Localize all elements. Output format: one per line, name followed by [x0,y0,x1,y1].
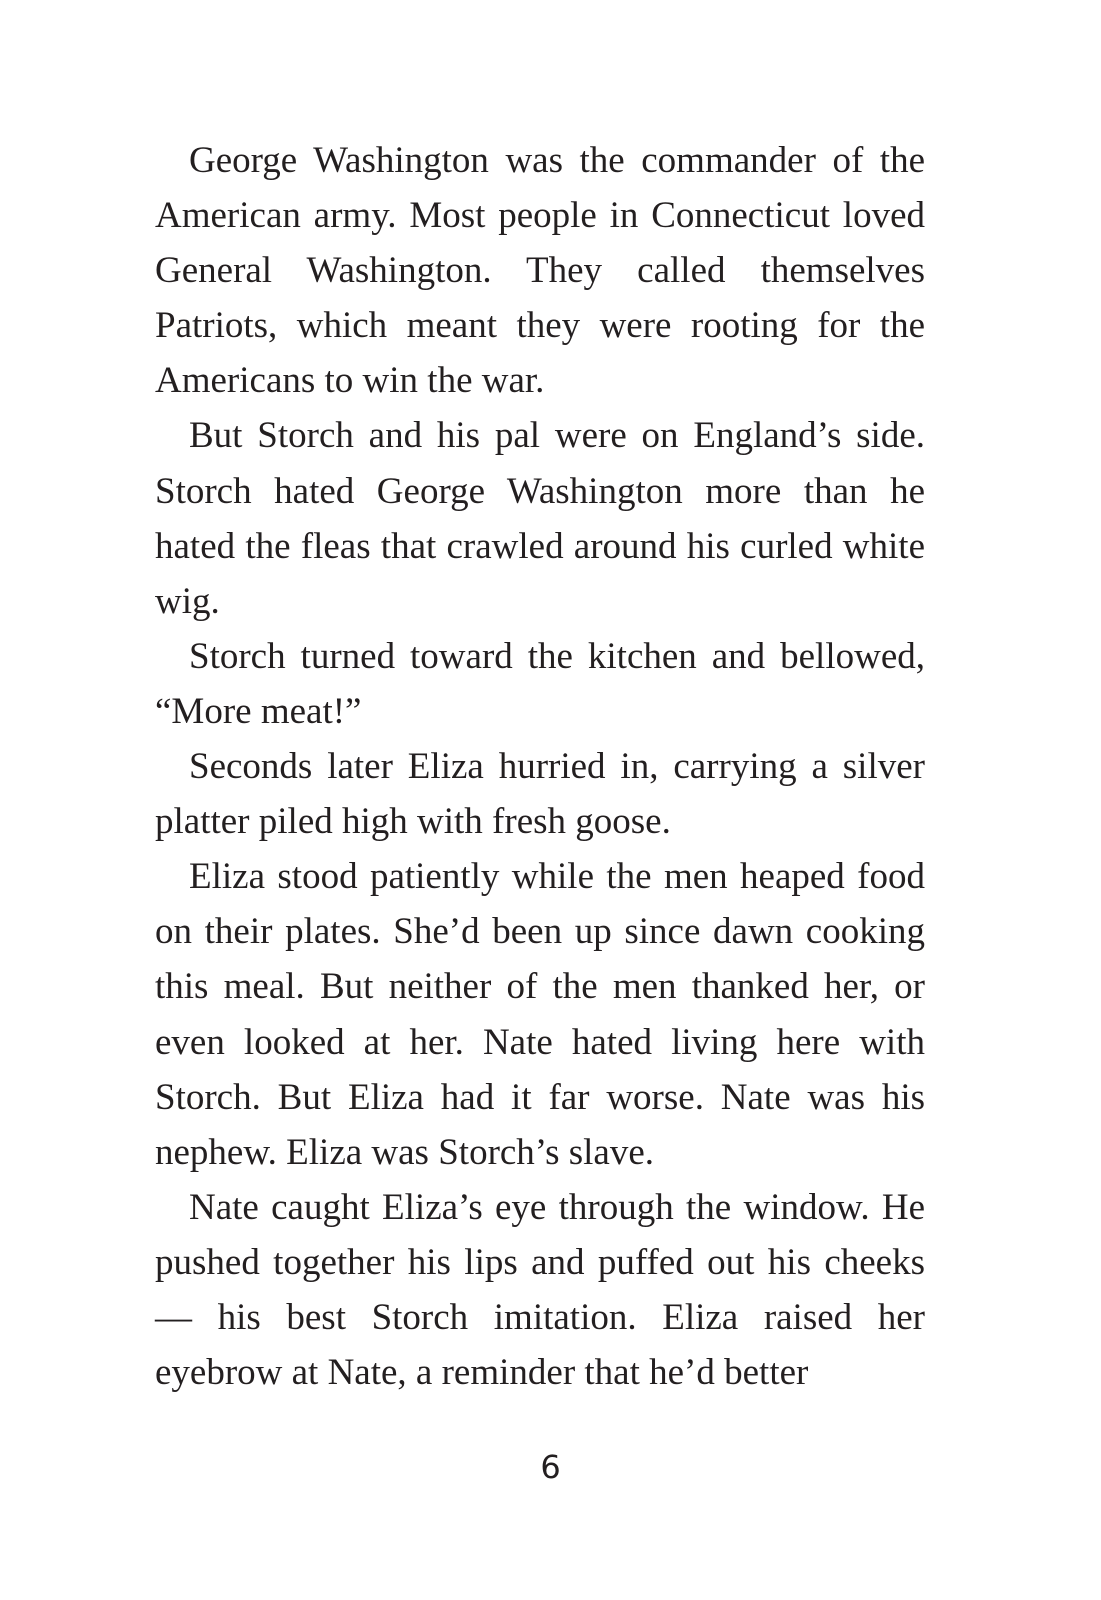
paragraph-2: But Storch and his pal were on England’s side. Storch hated George Washington more than he hated the fleas that crawled around his curled white wig. [155,415,925,622]
page-number: 6 [540,1448,561,1486]
body-text [155,133,925,1400]
paragraph-6: Nate caught Eliza’s eye through the window. He pushed together his lips and puffed out his cheeks — his best Storch imitation. Eliza raised her eyebrow at Nate, a reminder that he’d better [155,1186,925,1394]
paragraph-1: George Washington was the commander of the American army. Most people in Connecticut loved General Washington. They called themselves Patriots, which meant they were rooting for the Americans to win the war. [155,140,925,402]
paragraph-5: Eliza stood patiently while the men heaped food on their plates. She’d been up since dawn cooking this meal. But neither of the men thanked her, or even looked at her. Nate hated living here with Storch. But Eliza had it far worse. Nate was his nephew. Eliza was Storch’s slave. [155,856,925,1173]
paragraph-3: Storch turned toward the kitchen and bellowed, “More meat!” [155,635,925,732]
paragraph-4: Seconds later Eliza hurried in, carrying a silver platter piled high with fresh goose. [155,746,925,843]
